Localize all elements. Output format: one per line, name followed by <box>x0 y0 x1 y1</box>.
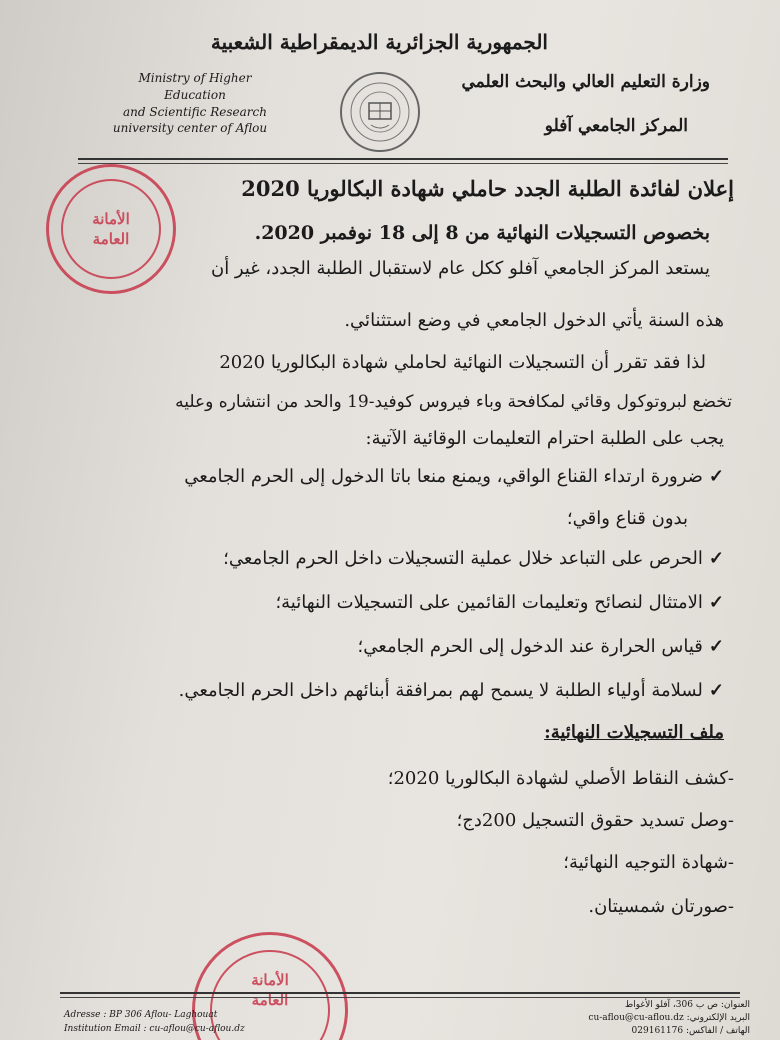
center-arabic: المركز الجامعي آفلو <box>544 116 688 136</box>
stamp-line-1: الأمانة <box>92 210 130 228</box>
stamp-text <box>92 209 130 249</box>
footer-address-ar: العنوان: ص ب 306، آفلو الأغواط <box>624 1000 750 1010</box>
header-divider-thin <box>78 163 728 164</box>
body-line-4: تخضع لبروتوكول وقائي لمكافحة وباء فيروس كوفيد-19 والحد من انتشاره وعليه <box>175 392 732 412</box>
file-item: -كشف النقاط الأصلي لشهادة البكالوريا 2020؛ <box>387 768 734 789</box>
footer-email-en: Institution Email : cu-aflou@cu-aflou.dz <box>64 1024 245 1034</box>
file-item: -وصل تسديد حقوق التسجيل 200دج؛ <box>456 810 734 831</box>
instruction-item <box>60 466 724 487</box>
footer-divider <box>60 992 740 994</box>
instruction-item <box>60 592 724 613</box>
instruction-text: قياس الحرارة عند الدخول إلى الحرم الجامعي؛ <box>357 636 703 657</box>
header-divider <box>78 158 728 160</box>
center-english: university center of Aflou <box>112 121 268 135</box>
stamp-line-2: العامة <box>92 230 130 248</box>
instruction-item <box>60 548 724 569</box>
stamp-line-2: العامة <box>251 991 289 1009</box>
ministry-english-line1: Ministry of Higher Education <box>138 71 252 102</box>
announcement-subtitle: بخصوص التسجيلات النهائية من 8 إلى 18 نوفمبر 2020. <box>254 222 710 244</box>
instruction-text: الحرص على التباعد خلال عملية التسجيلات داخل الحرم الجامعي؛ <box>223 548 703 569</box>
instruction-text: لسلامة أولياء الطلبة لا يسمح لهم بمرافقة أبنائهم داخل الحرم الجامعي. <box>178 680 703 701</box>
secretariat-stamp <box>46 164 176 294</box>
body-line-3: لذا فقد تقرر أن التسجيلات النهائية لحاملي شهادة البكالوريا 2020 <box>219 352 706 373</box>
ministry-english-line2: and Scientific Research <box>123 105 267 119</box>
file-item: -شهادة التوجيه النهائية؛ <box>563 852 734 873</box>
body-line-2: هذه السنة يأتي الدخول الجامعي في وضع استثنائي. <box>344 310 724 331</box>
checkmark-icon: ✓ <box>708 466 724 487</box>
ministry-english <box>110 70 280 121</box>
checkmark-icon: ✓ <box>708 636 724 657</box>
announcement-title: إعلان لفائدة الطلبة الجدد حاملي شهادة البكالوريا 2020 <box>241 176 734 201</box>
stamp-text <box>251 970 289 1010</box>
footer-address-en: Adresse : BP 306 Aflou- Laghouat <box>64 1010 218 1020</box>
instruction-item <box>60 680 724 701</box>
instruction-text: ضرورة ارتداء القناع الواقي، ويمنع منعا باتا الدخول إلى الحرم الجامعي <box>184 466 703 487</box>
university-seal-icon <box>340 72 420 152</box>
body-line-1: يستعد المركز الجامعي آفلو ككل عام لاستقبال الطلبة الجدد، غير أن <box>210 258 710 279</box>
checkmark-icon: ✓ <box>708 680 724 701</box>
checkmark-icon: ✓ <box>708 548 724 569</box>
instruction-item <box>60 636 724 657</box>
ministry-arabic: وزارة التعليم العالي والبحث العلمي <box>461 72 710 92</box>
footer-email-ar: البريد الإلكتروني: cu-aflou@cu-aflou.dz <box>588 1013 750 1023</box>
footer-phone-ar: الهاتف / الفاكس: 029161176 <box>631 1026 750 1036</box>
footer-divider-thin <box>60 997 740 998</box>
instruction-text: الامتثال لنصائح وتعليمات القائمين على التسجيلات النهائية؛ <box>275 592 703 613</box>
stamp-line-1: الأمانة <box>251 971 289 989</box>
file-item: -صورتان شمسيتان. <box>588 896 734 917</box>
instruction-continuation: بدون قناع واقي؛ <box>566 508 688 529</box>
body-line-5: يجب على الطلبة احترام التعليمات الوقائية الآتية: <box>365 428 724 449</box>
file-heading: ملف التسجيلات النهائية: <box>544 722 724 743</box>
republic-heading: الجمهورية الجزائرية الديمقراطية الشعبية <box>210 30 548 54</box>
checkmark-icon: ✓ <box>708 592 724 613</box>
